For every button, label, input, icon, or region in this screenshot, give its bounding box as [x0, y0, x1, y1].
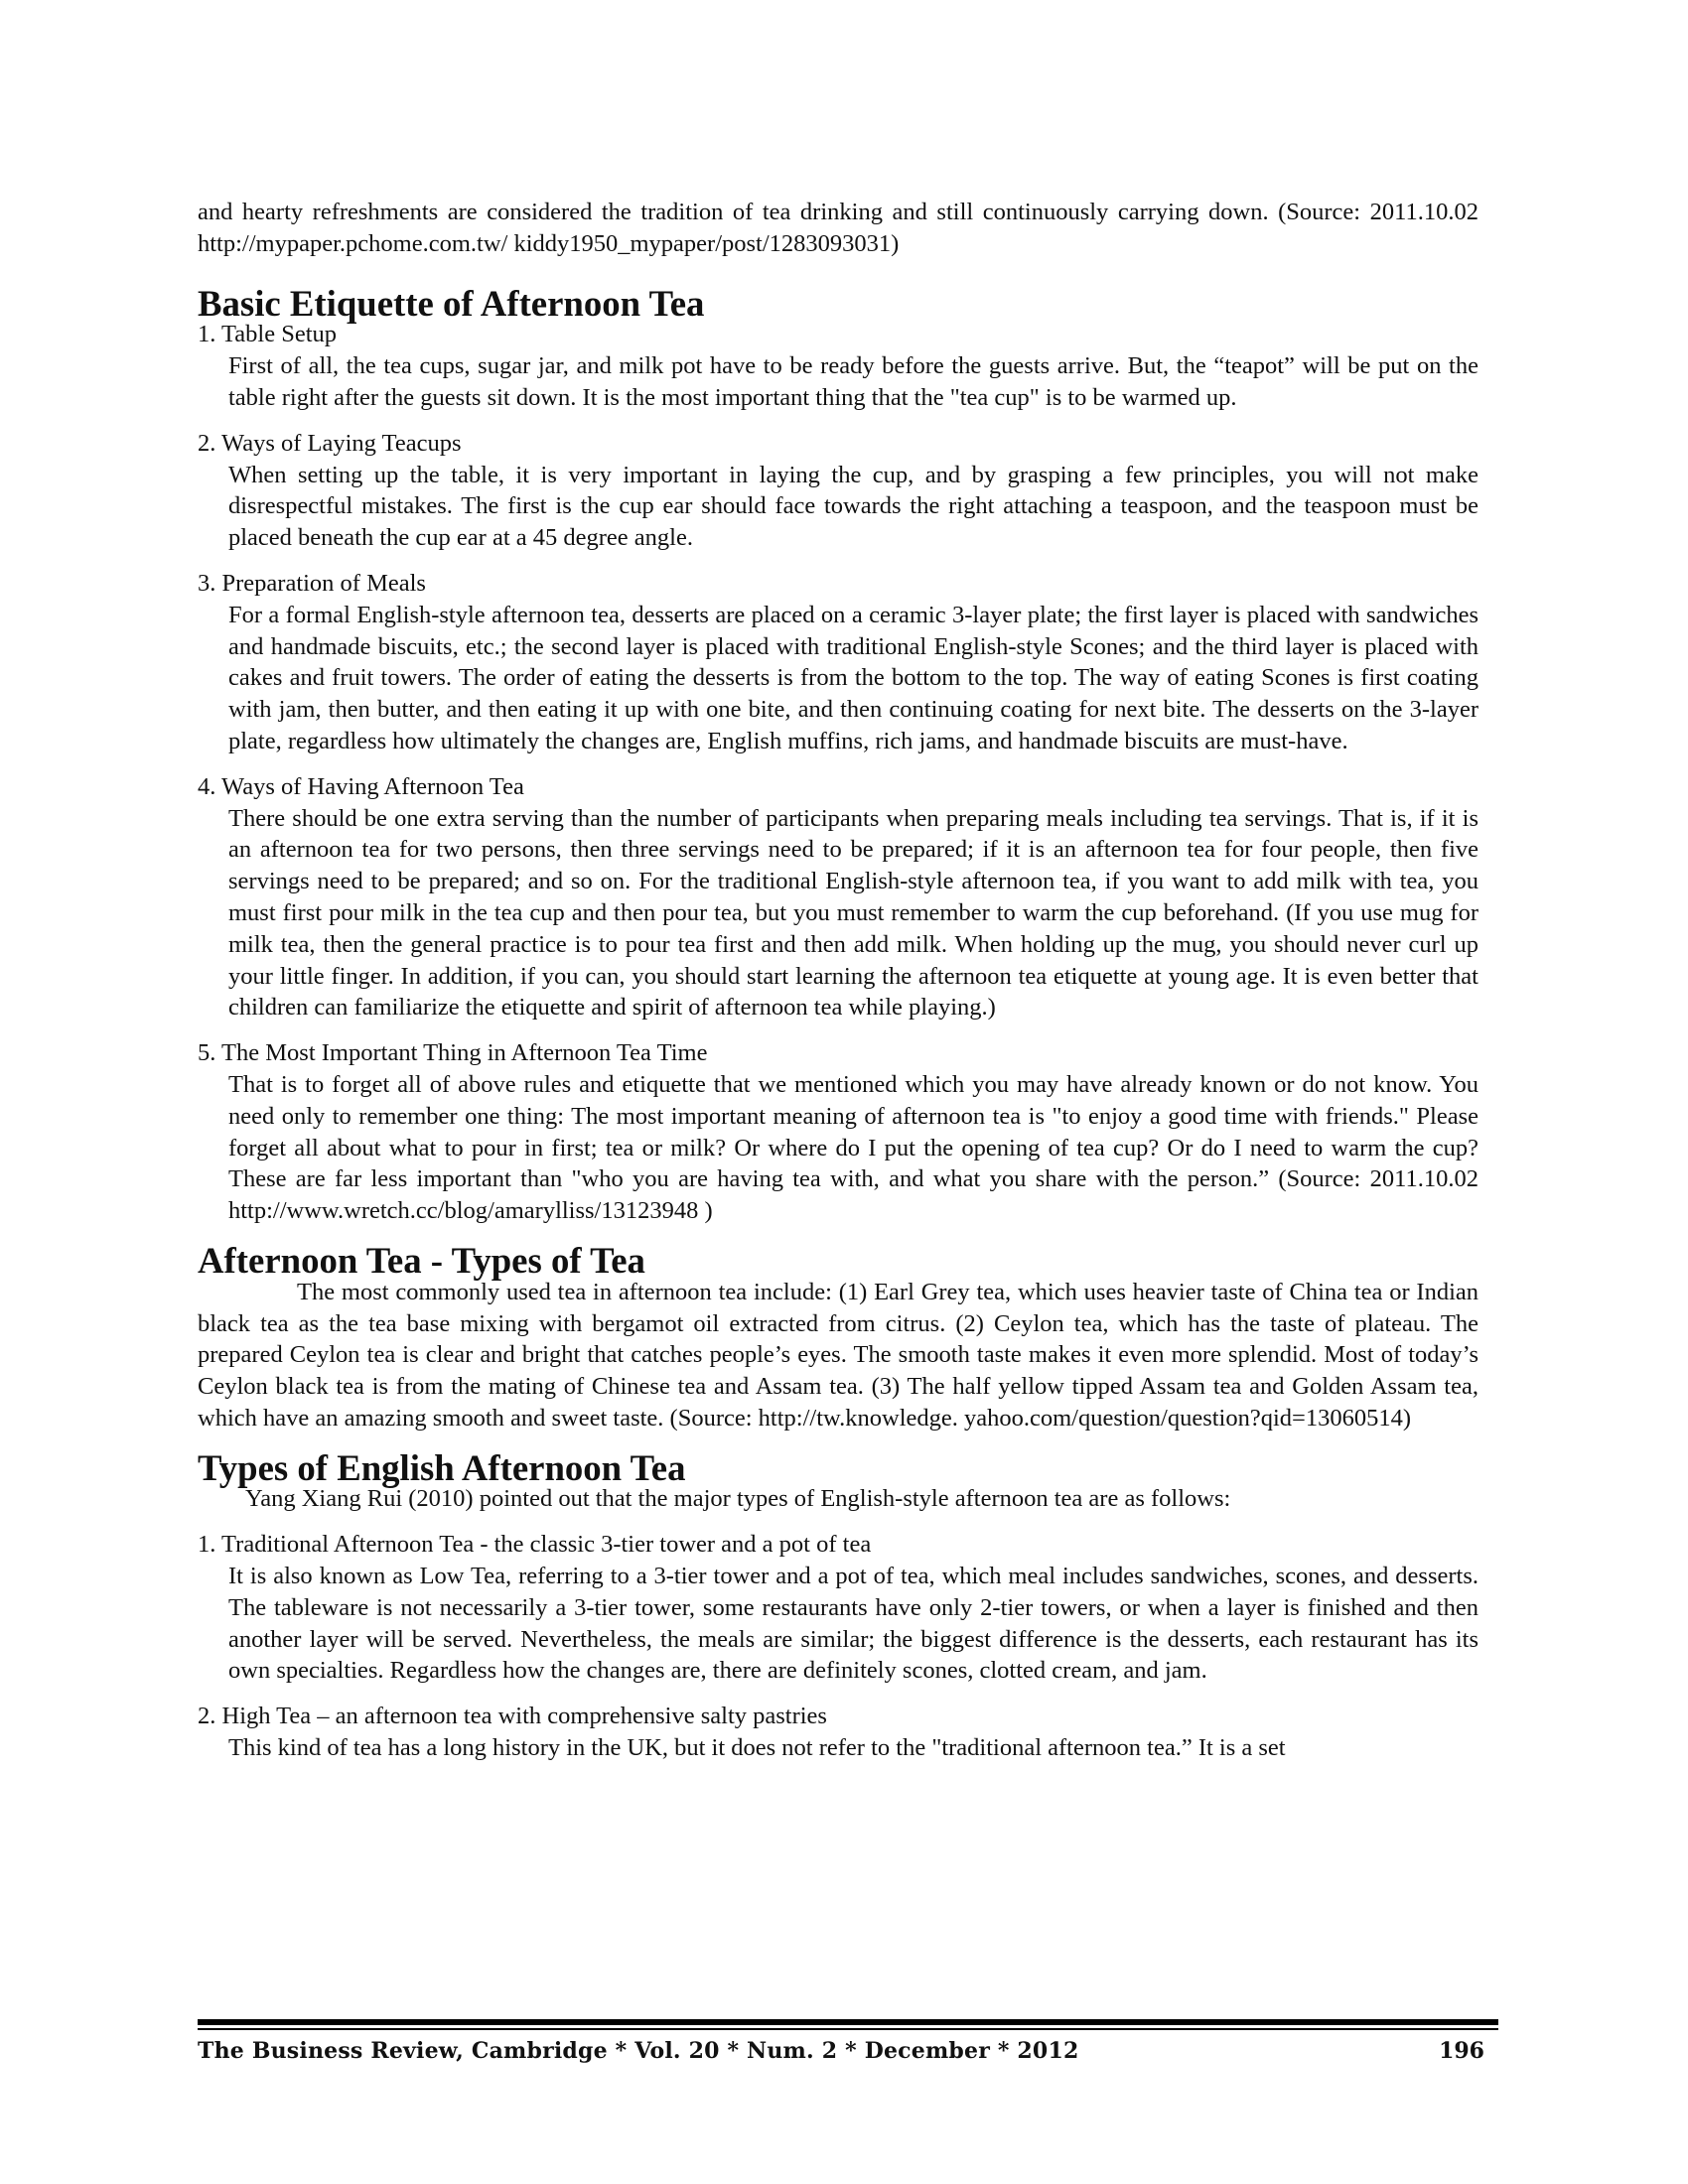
item-paragraph: It is also known as Low Tea, referring to a 3-tier tower and a pot of tea, which meal includes sandwiches, scones, and desserts. The tableware is not necessarily a 3-tier tower, some restaurants have only 2-tier towers, or when a layer is finished and then another layer will be served. Nevertheless, the meals are similar; the biggest difference is the desserts, each restaurant has its own specialties. Regardless how the changes are, there are definitely scones, clotted cream, and jam. [228, 1563, 1478, 1685]
list-item [198, 428, 1478, 554]
item-heading: 4. Ways of Having Afternoon Tea [198, 772, 524, 800]
item-heading: 5. The Most Important Thing in Afternoon Tea Time [198, 1039, 708, 1067]
page-number: 196 [1439, 2038, 1484, 2064]
tea-types-section [198, 1239, 1478, 1434]
journal-citation: The Business Review, Cambridge * Vol. 20 * Num. 2 * December * 2012 [198, 2038, 1079, 2064]
section-heading: Afternoon Tea - Types of Tea [198, 1239, 645, 1281]
list-item [198, 1037, 1478, 1227]
list-item [198, 1529, 1478, 1687]
page-body [198, 197, 1478, 1782]
item-heading: 2. Ways of Laying Teacups [198, 429, 462, 457]
lead-paragraph: Yang Xiang Rui (2010) pointed out that the major types of English-style afternoon tea are as follows: [245, 1485, 1231, 1513]
list-item [198, 771, 1478, 1024]
section-paragraph: The most commonly used tea in afternoon tea include: (1) Earl Grey tea, which uses heavier taste of China tea or Indian black tea as the tea base mixing with bergamot oil extracted from citrus. (2) Ceylon tea, which has the taste of plateau. The prepared Ceylon tea is clear and bright that catches people’s eyes. The smooth taste makes it even more splendid. Most of today’s Ceylon black tea is from the mating of Chinese tea and Assam tea. (3) The half yellow tipped Assam tea and Golden Assam tea, which have an amazing smooth and sweet taste. (Source: http://tw.knowledge. yahoo.com/question/question?qid=13060514) [198, 1278, 1478, 1432]
etiquette-section [198, 282, 1478, 1227]
item-paragraph: There should be one extra serving than the number of participants when preparing meals including tea servings. That is, if it is an afternoon tea for two persons, then three servings need to be prepared; if it is an afternoon tea for four people, then five servings need to be prepared; and so on. For the traditional English-style afternoon tea, if you want to add milk with tea, you must first pour milk in the tea cup and then pour tea, but you must remember to warm the cup beforehand. (If you use mug for milk tea, then the general practice is to pour tea first and then add milk. When holding up the mug, you should never curl up your little finger. In addition, if you can, you should start learning the afternoon tea etiquette at young age. It is even better that children can familiarize the etiquette and spirit of afternoon tea while playing.) [228, 804, 1478, 1022]
item-heading: 3. Preparation of Meals [198, 569, 426, 597]
intro-paragraph: and hearty refreshments are considered the tradition of tea drinking and still continuously carrying down. (Source: 2011.10.02 http://mypaper.pchome.com.tw/ kiddy1950_mypaper/post/1283093031) [198, 199, 1478, 257]
section-heading: Types of English Afternoon Tea [198, 1446, 686, 1488]
item-paragraph: First of all, the tea cups, sugar jar, and milk pot have to be ready before the guests arrive. But, the “teapot” will be put on the table right after the guests sit down. It is the most important thing that the "tea cup" is to be warmed up. [228, 352, 1478, 411]
list-item [198, 319, 1478, 413]
item-heading: 1. Traditional Afternoon Tea - the classic 3-tier tower and a pot of tea [198, 1531, 872, 1559]
list-item [198, 1701, 1478, 1764]
item-heading: 1. Table Setup [198, 321, 338, 348]
english-types-section [198, 1446, 1478, 1764]
footer-row [198, 2038, 1498, 2064]
page-footer [198, 2019, 1498, 2064]
section-heading: Basic Etiquette of Afternoon Tea [198, 282, 705, 324]
item-paragraph: When setting up the table, it is very important in laying the cup, and by grasping a few principles, you will not make disrespectful mistakes. The first is the cup ear should face towards the right attaching a teaspoon, and the teaspoon must be placed beneath the cup ear at a 45 degree angle. [228, 461, 1478, 552]
list-item [198, 568, 1478, 757]
item-paragraph: This kind of tea has a long history in the UK, but it does not refer to the "traditional afternoon tea.” It is a set [228, 1734, 1286, 1762]
item-paragraph: That is to forget all of above rules and etiquette that we mentioned which you may have already known or do not know. You need only to remember one thing: The most important meaning of afternoon tea is "to enjoy a good time with friends." Please forget all about what to pour in first; tea or milk? Or where do I put the opening of tea cup? Or do I need to warm the cup? These are far less important than "who you are having tea with, and what you share with the person.” (Source: 2011.10.02 http://www.wretch.cc/blog/amarylliss/13123948 ) [228, 1070, 1478, 1225]
footer-rule-thin [198, 2028, 1498, 2030]
item-paragraph: For a formal English-style afternoon tea, desserts are placed on a ceramic 3-layer plate; the first layer is placed with sandwiches and handmade biscuits, etc.; the second layer is placed with traditional English-style Scones; and the third layer is placed with cakes and fruit towers. The order of eating the desserts is from the bottom to the top. The way of eating Scones is first coating with jam, then butter, and then eating it up with one bite, and then continuing coating for next bite. The desserts on the 3-layer plate, regardless how ultimately the changes are, English muffins, rich jams, and handmade biscuits are must-have. [228, 601, 1478, 754]
item-heading: 2. High Tea – an afternoon tea with comprehensive salty pastries [198, 1703, 827, 1730]
